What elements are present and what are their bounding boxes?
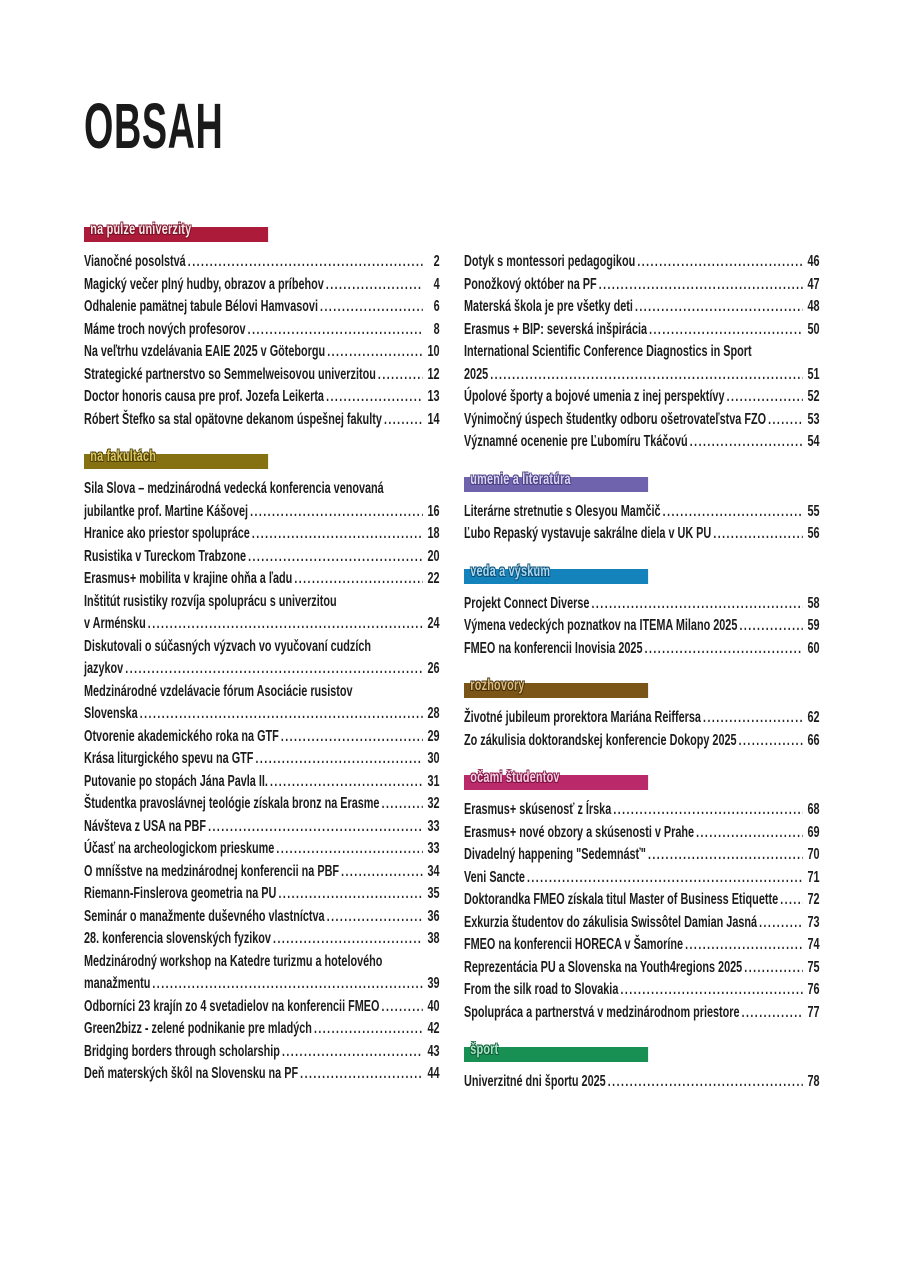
dot-leader [320,296,423,319]
entry-title: FMEO na konferencii HORECA v Šamoríne [464,936,684,953]
toc-entry [84,274,440,297]
entry-page-number: 55 [807,502,820,520]
dot-leader [742,1002,803,1025]
toc-entry [84,1063,440,1086]
entry-title: Medzinárodné vzdelávacie fórum Asociácie rusistov [84,682,353,700]
dot-leader [327,906,423,929]
section-bar [84,448,268,469]
toc-entry [464,707,820,730]
entry-page-number: 78 [807,1073,820,1090]
section-header [464,769,820,790]
toc-entry-first-line [84,951,440,974]
dot-leader [768,409,803,432]
entry-page-number: 66 [807,731,820,749]
entry-page-number: 33 [427,817,440,835]
dot-leader [727,386,803,409]
entry-page-number: 73 [807,913,820,931]
entry-page-number: 52 [807,388,820,405]
section-bar [464,562,648,584]
entry-page-number: 47 [807,275,820,293]
toc-entry [464,409,820,432]
dot-leader [613,799,802,822]
entry-title: Ponožkový október na PF [464,275,597,293]
dot-leader [696,822,803,845]
dot-leader [152,973,422,996]
section-label: očami študentov [470,769,560,786]
toc-entry [464,822,820,845]
entry-page-number: 22 [427,570,440,587]
toc-entry [464,979,820,1002]
section-header [464,677,820,698]
toc-entry [84,296,440,319]
dot-leader [248,319,423,342]
toc-entry [464,799,820,822]
dot-leader [703,707,803,730]
entry-title: Máme troch nových profesorov [84,320,246,338]
section-header [464,562,820,584]
dot-leader [248,546,423,569]
entry-page-number: 10 [427,343,440,360]
entry-title: Doctor honoris causa pre prof. Jozefa Leikerta [84,388,324,405]
entry-title: Výnimočný úspech študentky odboru ošetrovateľstva FZO [464,410,767,428]
entry-title: Erasmus+ skúsenosť z Írska [464,801,612,818]
dot-leader [635,296,803,319]
toc-entry-first-line [84,636,440,659]
dot-leader [620,979,802,1002]
entry-page-number: 33 [427,840,440,857]
dot-leader [314,1018,423,1041]
entry-title: Putovanie po stopách Jána Pavla II. [84,772,268,790]
toc-entry [464,730,820,753]
toc-entry [464,364,820,387]
entry-title: Medzinárodný workshop na Katedre turizmu a hotelového [84,952,383,970]
toc-entry [84,703,440,726]
entry-title: Reprezentácia PU a Slovenska na Youth4regions 2025 [464,958,743,976]
entry-page-number: 77 [807,1003,820,1021]
toc-entry [84,793,440,816]
entry-page-number: 59 [807,617,820,634]
section-bar [464,769,648,790]
toc-entry [464,319,820,342]
entry-page-number: 6 [433,298,440,315]
toc-entry [84,816,440,839]
dot-leader [252,523,423,546]
toc-entry [464,912,820,935]
entry-page-number: 44 [427,1065,440,1082]
entry-title: Doktorandka FMEO získala titul Master of Business Etiquette [464,891,779,908]
toc-entry [84,364,440,387]
section-label: šport [470,1041,499,1058]
entry-title: Úpolové športy a bojové umenia z inej perspektívy [464,388,725,405]
entry-page-number: 14 [427,410,440,428]
section-header [84,221,440,242]
entry-page-number: 29 [427,727,440,745]
entry-title: Krása liturgického spevu na GTF [84,750,254,767]
entry-title: Inštitút rusistiky rozvíja spoluprácu s univerzitou [84,592,337,610]
dot-leader [326,274,423,297]
toc-entry [84,613,440,636]
entry-page-number: 34 [427,862,440,880]
entry-title: Výmena vedeckých poznatkov na ITEMA Milano 2025 [464,617,738,634]
entry-page-number: 76 [807,981,820,998]
entry-page-number: 46 [807,253,820,270]
entry-title: Magický večer plný hudby, obrazov a príbehov [84,275,324,293]
toc-entry [464,501,820,524]
entry-title: Projekt Connect Diverse [464,594,590,612]
entry-page-number: 56 [807,525,820,542]
section-bar [464,470,648,492]
page-title: OBSAH [84,90,224,162]
toc-entry [84,568,440,591]
entry-title: Vianočné posolstvá [84,253,186,270]
toc-entry [464,957,820,980]
toc-entry [464,296,820,319]
section-label: na pulze univerzity [90,221,192,238]
entry-page-number: 32 [427,795,440,812]
entry-page-number: 2 [433,253,440,270]
entry-page-number: 35 [427,885,440,902]
dot-leader [341,861,423,884]
toc-entry [84,251,440,274]
entry-title: Univerzitné dni športu 2025 [464,1073,606,1090]
entry-title: From the silk road to Slovakia [464,981,619,998]
entry-title: Veni Sancte [464,868,525,886]
entry-title: jazykov [84,660,124,677]
entry-page-number: 26 [427,660,440,677]
entry-title: Diskutovali o súčasných výzvach vo vyučovaní cudzích [84,637,372,655]
dot-leader [282,1041,423,1064]
toc-entry [84,838,440,861]
dot-leader [188,251,423,274]
toc-entry-first-line [84,591,440,614]
toc-entry [464,844,820,867]
entry-title: FMEO na konferencii Inovisia 2025 [464,639,643,657]
toc-entry [464,593,820,616]
entry-page-number: 69 [807,823,820,841]
dot-leader [744,957,802,980]
dot-leader [140,703,423,726]
entry-page-number: 18 [427,525,440,542]
entry-page-number: 8 [433,320,440,338]
dot-leader [637,251,802,274]
entry-title: Návšteva z USA na PBF [84,817,207,835]
entry-title: Literárne stretnutie s Olesyou Mamčič [464,502,661,520]
entry-title: Riemann-Finslerova geometria na PU [84,885,277,902]
dot-leader [713,523,802,546]
entry-page-number: 42 [427,1020,440,1037]
section-label: veda a výskum [470,562,551,580]
toc-entry [464,523,820,546]
dot-leader [382,996,423,1019]
entry-page-number: 20 [427,547,440,565]
entry-title: manažmentu [84,975,151,992]
toc-entry [464,386,820,409]
column-top-spacer [464,227,820,251]
entry-title: v Arménsku [84,615,146,632]
section-bar [464,677,648,698]
entry-page-number: 24 [427,615,440,632]
section-header [464,470,820,492]
toc-entry [84,906,440,929]
entry-page-number: 54 [807,433,820,450]
dot-leader [273,928,423,951]
entry-title: 28. konferencia slovenských fyzikov [84,930,271,947]
toc-entry [464,934,820,957]
toc-entry [464,251,820,274]
dot-leader [645,638,803,661]
toc-entry [84,973,440,996]
toc-entry-first-line [84,681,440,704]
entry-page-number: 72 [807,891,820,908]
dot-leader [294,568,422,591]
toc-entry [84,928,440,951]
entry-page-number: 39 [427,975,440,992]
dot-leader [270,771,423,794]
toc-entry [464,889,820,912]
toc-entry [84,726,440,749]
entry-title: O mníšstve na medzinárodnej konferencii na PBF [84,862,340,880]
toc-column-right [464,227,900,1094]
toc-entry [84,748,440,771]
dot-leader [739,730,803,753]
entry-title: Deň materských škôl na Slovensku na PF [84,1065,299,1082]
entry-page-number: 4 [433,275,440,293]
toc-entry [464,867,820,890]
entry-title: Materská škola je pre všetky deti [464,298,633,315]
entry-title: Účasť na archeologickom prieskume [84,840,275,857]
entry-title: Spolupráca a partnerstvá v medzinárodnom priestore [464,1003,740,1021]
dot-leader [326,386,423,409]
toc-entry [84,1018,440,1041]
toc-column-left-inner [84,221,440,1086]
entry-page-number: 53 [807,410,820,428]
entry-title: Exkurzia študentov do zákulisia Swissôtel Damian Jasná [464,913,758,931]
dot-leader [276,838,422,861]
toc-entry [84,386,440,409]
section-label: umenie a literatúra [470,470,571,488]
entry-title: Seminár o manažmente duševného vlastníctva [84,907,325,925]
entry-page-number: 70 [807,846,820,863]
toc-entry [464,638,820,661]
entry-page-number: 12 [427,365,440,383]
toc-entry [464,1071,820,1094]
dot-leader [300,1063,423,1086]
entry-page-number: 68 [807,801,820,818]
entry-title: Študentka pravoslávnej teológie získala bronz na Erasme [84,795,380,812]
dot-leader [780,889,803,912]
toc-entry [84,341,440,364]
entry-page-number: 31 [427,772,440,790]
dot-leader [690,431,803,454]
dot-leader [378,364,423,387]
toc-entry [464,1002,820,1025]
entry-page-number: 62 [807,709,820,726]
toc-entry [464,274,820,297]
entry-title: Green2bizz - zelené podnikanie pre mladých [84,1020,312,1037]
entry-title: Zo zákulisia doktorandskej konferencie Dokopy 2025 [464,731,737,749]
section-label: na fakultách [90,448,157,465]
toc-column-right-inner [464,227,820,1094]
entry-title: Hranice ako priestor spolupráce [84,525,250,542]
section-label: rozhovory [470,677,525,694]
entry-page-number: 28 [427,705,440,722]
dot-leader [648,844,803,867]
entry-page-number: 13 [427,388,440,405]
entry-title: International Scientific Conference Diagnostics in Sport [464,343,752,360]
entry-page-number: 48 [807,298,820,315]
dot-leader [384,409,423,432]
entry-page-number: 71 [807,868,820,886]
entry-title: Strategické partnerstvo so Semmelweisovou univerzitou [84,365,376,383]
toc-entry [84,523,440,546]
entry-title: Dotyk s montessori pedagogikou [464,253,636,270]
entry-title: Róbert Štefko sa stal opätovne dekanom úspešnej fakulty [84,410,382,428]
entry-page-number: 50 [807,320,820,338]
entry-page-number: 40 [427,997,440,1015]
dot-leader [278,883,422,906]
dot-leader [125,658,422,681]
entry-page-number: 74 [807,936,820,953]
toc-entry [84,996,440,1019]
dot-leader [327,341,423,364]
entry-title: Sila Slova – medzinárodná vedecká konferencia venovaná [84,480,384,497]
toc-entry-first-line [84,478,440,501]
dot-leader [599,274,803,297]
entry-page-number: 30 [427,750,440,767]
entry-title: Bridging borders through scholarship [84,1042,280,1060]
section-bar [84,221,268,242]
entry-title: Slovenska [84,705,138,722]
toc-entry [464,431,820,454]
dot-leader [663,501,803,524]
dot-leader [490,364,803,387]
entry-title: Odborníci 23 krajín zo 4 svetadielov na konferencii FMEO [84,997,380,1015]
dot-leader [739,615,802,638]
toc-entry [84,658,440,681]
dot-leader [649,319,803,342]
entry-title: Na veľtrhu vzdelávania EAIE 2025 v Göteborgu [84,343,326,360]
entry-title: jubilantke prof. Martine Kášovej [84,502,248,520]
toc-entry [84,1041,440,1064]
entry-page-number: 43 [427,1042,440,1060]
toc-entry [84,409,440,432]
dot-leader [527,867,803,890]
entry-page-number: 51 [807,365,820,383]
dot-leader [608,1071,803,1094]
dot-leader [759,912,803,935]
entry-title: Ľubo Repaský vystavuje sakrálne diela v UK PU [464,525,712,542]
entry-page-number: 16 [427,502,440,520]
toc-entry [84,501,440,524]
dot-leader [281,726,423,749]
dot-leader [250,501,423,524]
toc-entry [84,883,440,906]
section-header [464,1041,820,1062]
toc-entry [84,861,440,884]
dot-leader [382,793,423,816]
toc-entry [84,319,440,342]
entry-title: 2025 [464,365,489,383]
dot-leader [592,593,803,616]
entry-title: Rusistika v Tureckom Trabzone [84,547,247,565]
dot-leader [148,613,423,636]
entry-title: Životné jubileum prorektora Mariána Reiffersa [464,709,701,726]
entry-title: Odhalenie pamätnej tabule Bélovi Hamvasovi [84,298,318,315]
entry-page-number: 38 [427,930,440,947]
section-bar [464,1041,648,1062]
entry-title: Otvorenie akademického roka na GTF [84,727,279,745]
toc-entry [464,615,820,638]
section-header [84,448,440,469]
toc-entry [84,771,440,794]
entry-page-number: 75 [807,958,820,976]
entry-page-number: 36 [427,907,440,925]
dot-leader [256,748,423,771]
dot-leader [208,816,423,839]
dot-leader [685,934,803,957]
entry-title: Erasmus + BIP: severská inšpirácia [464,320,648,338]
entry-title: Divadelný happening "Sedemnásť" [464,846,646,863]
entry-page-number: 58 [807,594,820,612]
entry-title: Erasmus+ nové obzory a skúsenosti v Prahe [464,823,695,841]
toc-entry-first-line [464,341,820,364]
entry-page-number: 60 [807,639,820,657]
toc-entry [84,546,440,569]
entry-title: Významné ocenenie pre Ľubomíru Tkáčovú [464,433,688,450]
entry-title: Erasmus+ mobilita v krajine ohňa a ľadu [84,570,293,587]
